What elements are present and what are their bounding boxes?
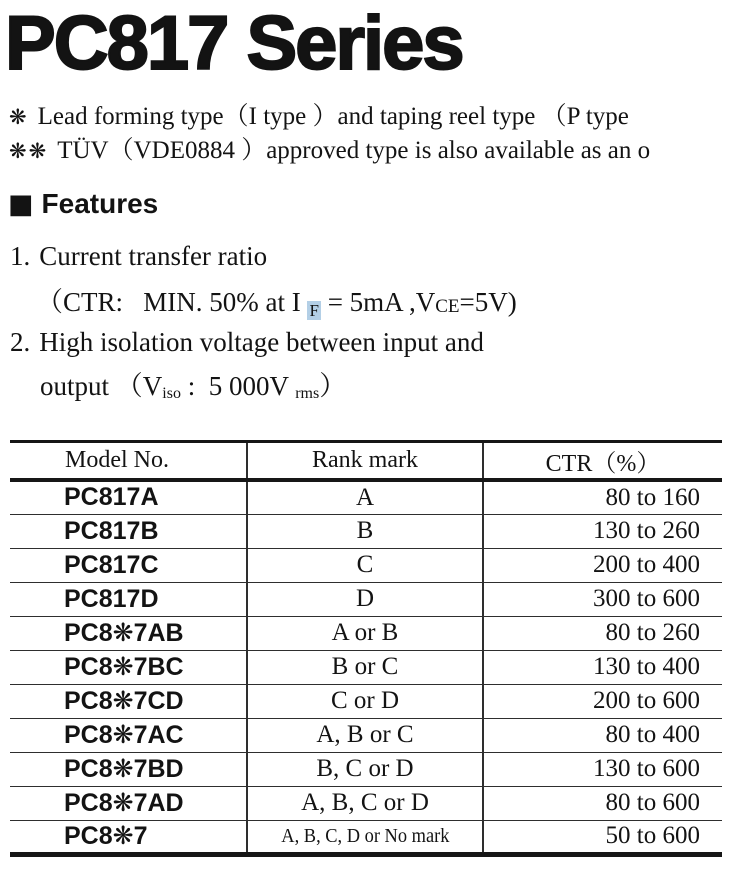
feature-1-title-text: Current transfer ratio <box>39 241 268 271</box>
table-row <box>10 752 722 786</box>
table-row <box>10 548 722 582</box>
ctr-cell: 130 to 260 <box>483 514 722 548</box>
ctr-cell: 80 to 160 <box>605 483 700 511</box>
rank-cell <box>247 820 483 854</box>
model-cell: PC8❋7AB <box>10 616 247 650</box>
ctr-cell: 130 to 400 <box>483 650 722 684</box>
ctr-cell: 80 to 400 <box>483 718 722 752</box>
asterisk-flower-icon: ❋❋ <box>9 139 49 163</box>
note-line-lead-forming <box>9 100 650 134</box>
ctr-cell: 130 to 600 <box>483 752 722 786</box>
ctr-cell: 300 to 600 <box>483 582 722 616</box>
detail-text: ） <box>319 371 347 401</box>
model-cell: PC817A <box>64 483 159 512</box>
table-row <box>10 582 722 616</box>
model-cell: PC817C <box>10 548 247 582</box>
features-heading <box>8 188 158 220</box>
ctr-cell: 200 to 600 <box>483 684 722 718</box>
detail-text: =5V) <box>459 287 517 317</box>
features-heading-label: Features <box>41 188 159 219</box>
note-text: TÜV（VDE0884 ）approved type is also available as an o <box>57 137 651 164</box>
rank-cell: B <box>247 514 483 548</box>
ctr-cell: 80 to 600 <box>483 786 722 820</box>
rank-cell: A, B or C <box>247 718 483 752</box>
feature-2-detail <box>40 364 346 403</box>
rank-table-container <box>10 440 722 857</box>
model-cell: PC817B <box>10 514 247 548</box>
table-row <box>10 480 722 514</box>
detail-text: （CTR: MIN. 50% at I <box>36 287 308 317</box>
subscript-rms: rms <box>295 385 320 402</box>
model-cell: PC817D <box>10 582 247 616</box>
table-row <box>10 514 722 548</box>
ctr-cell: 50 to 600 <box>483 820 722 854</box>
rank-text: A, B, C, D or No mark <box>280 824 450 847</box>
note-list <box>9 100 650 168</box>
rank-cell: C <box>247 548 483 582</box>
model-cell: PC8❋7CD <box>10 684 247 718</box>
table-row <box>10 616 722 650</box>
rank-cell: A <box>247 480 483 514</box>
model-cell: PC8❋7 <box>10 820 247 854</box>
feature-2-title <box>10 327 484 358</box>
detail-text: : 5 000V <box>180 371 296 401</box>
table-row <box>10 718 722 752</box>
section-square-icon: ■ <box>8 189 34 220</box>
rank-cell: B, C or D <box>247 752 483 786</box>
header-ctr: CTR（%） <box>483 442 722 481</box>
detail-text: = 5mA ,V <box>320 287 436 317</box>
page-title: PC817 Series <box>5 1 463 86</box>
table-header-row <box>10 442 722 481</box>
model-cell: PC8❋7AD <box>10 786 247 820</box>
feature-1-number: 1. <box>10 241 31 271</box>
model-cell: PC8❋7BD <box>10 752 247 786</box>
model-rank-ctr-table <box>10 440 722 857</box>
rank-cell: A or B <box>247 616 483 650</box>
feature-2-number: 2. <box>10 327 31 357</box>
model-cell: PC8❋7AC <box>10 718 247 752</box>
table-row <box>10 820 722 854</box>
table-row <box>10 684 722 718</box>
model-cell: PC8❋7BC <box>10 650 247 684</box>
rank-cell: C or D <box>247 684 483 718</box>
rank-cell: A, B, C or D <box>247 786 483 820</box>
feature-1-title <box>10 241 267 272</box>
subscript-ce: CE <box>435 296 460 317</box>
asterisk-flower-icon: ❋ <box>9 105 29 129</box>
table-row <box>10 786 722 820</box>
rank-cell: D <box>247 582 483 616</box>
ctr-cell: 200 to 400 <box>483 548 722 582</box>
feature-2-title-text: High isolation voltage between input and <box>39 327 484 357</box>
note-line-tuv <box>9 134 650 168</box>
table-row <box>10 650 722 684</box>
feature-1-detail <box>36 280 517 321</box>
subscript-f-highlighted: F <box>309 301 319 320</box>
header-rank-mark: Rank mark <box>247 442 483 481</box>
note-text: Lead forming type（I type ）and taping reel type （P type <box>37 103 629 130</box>
subscript-iso: iso <box>162 385 181 402</box>
ctr-cell: 80 to 260 <box>483 616 722 650</box>
detail-text: output （V <box>40 371 163 401</box>
rank-cell: B or C <box>247 650 483 684</box>
header-model-no: Model No. <box>10 442 247 481</box>
